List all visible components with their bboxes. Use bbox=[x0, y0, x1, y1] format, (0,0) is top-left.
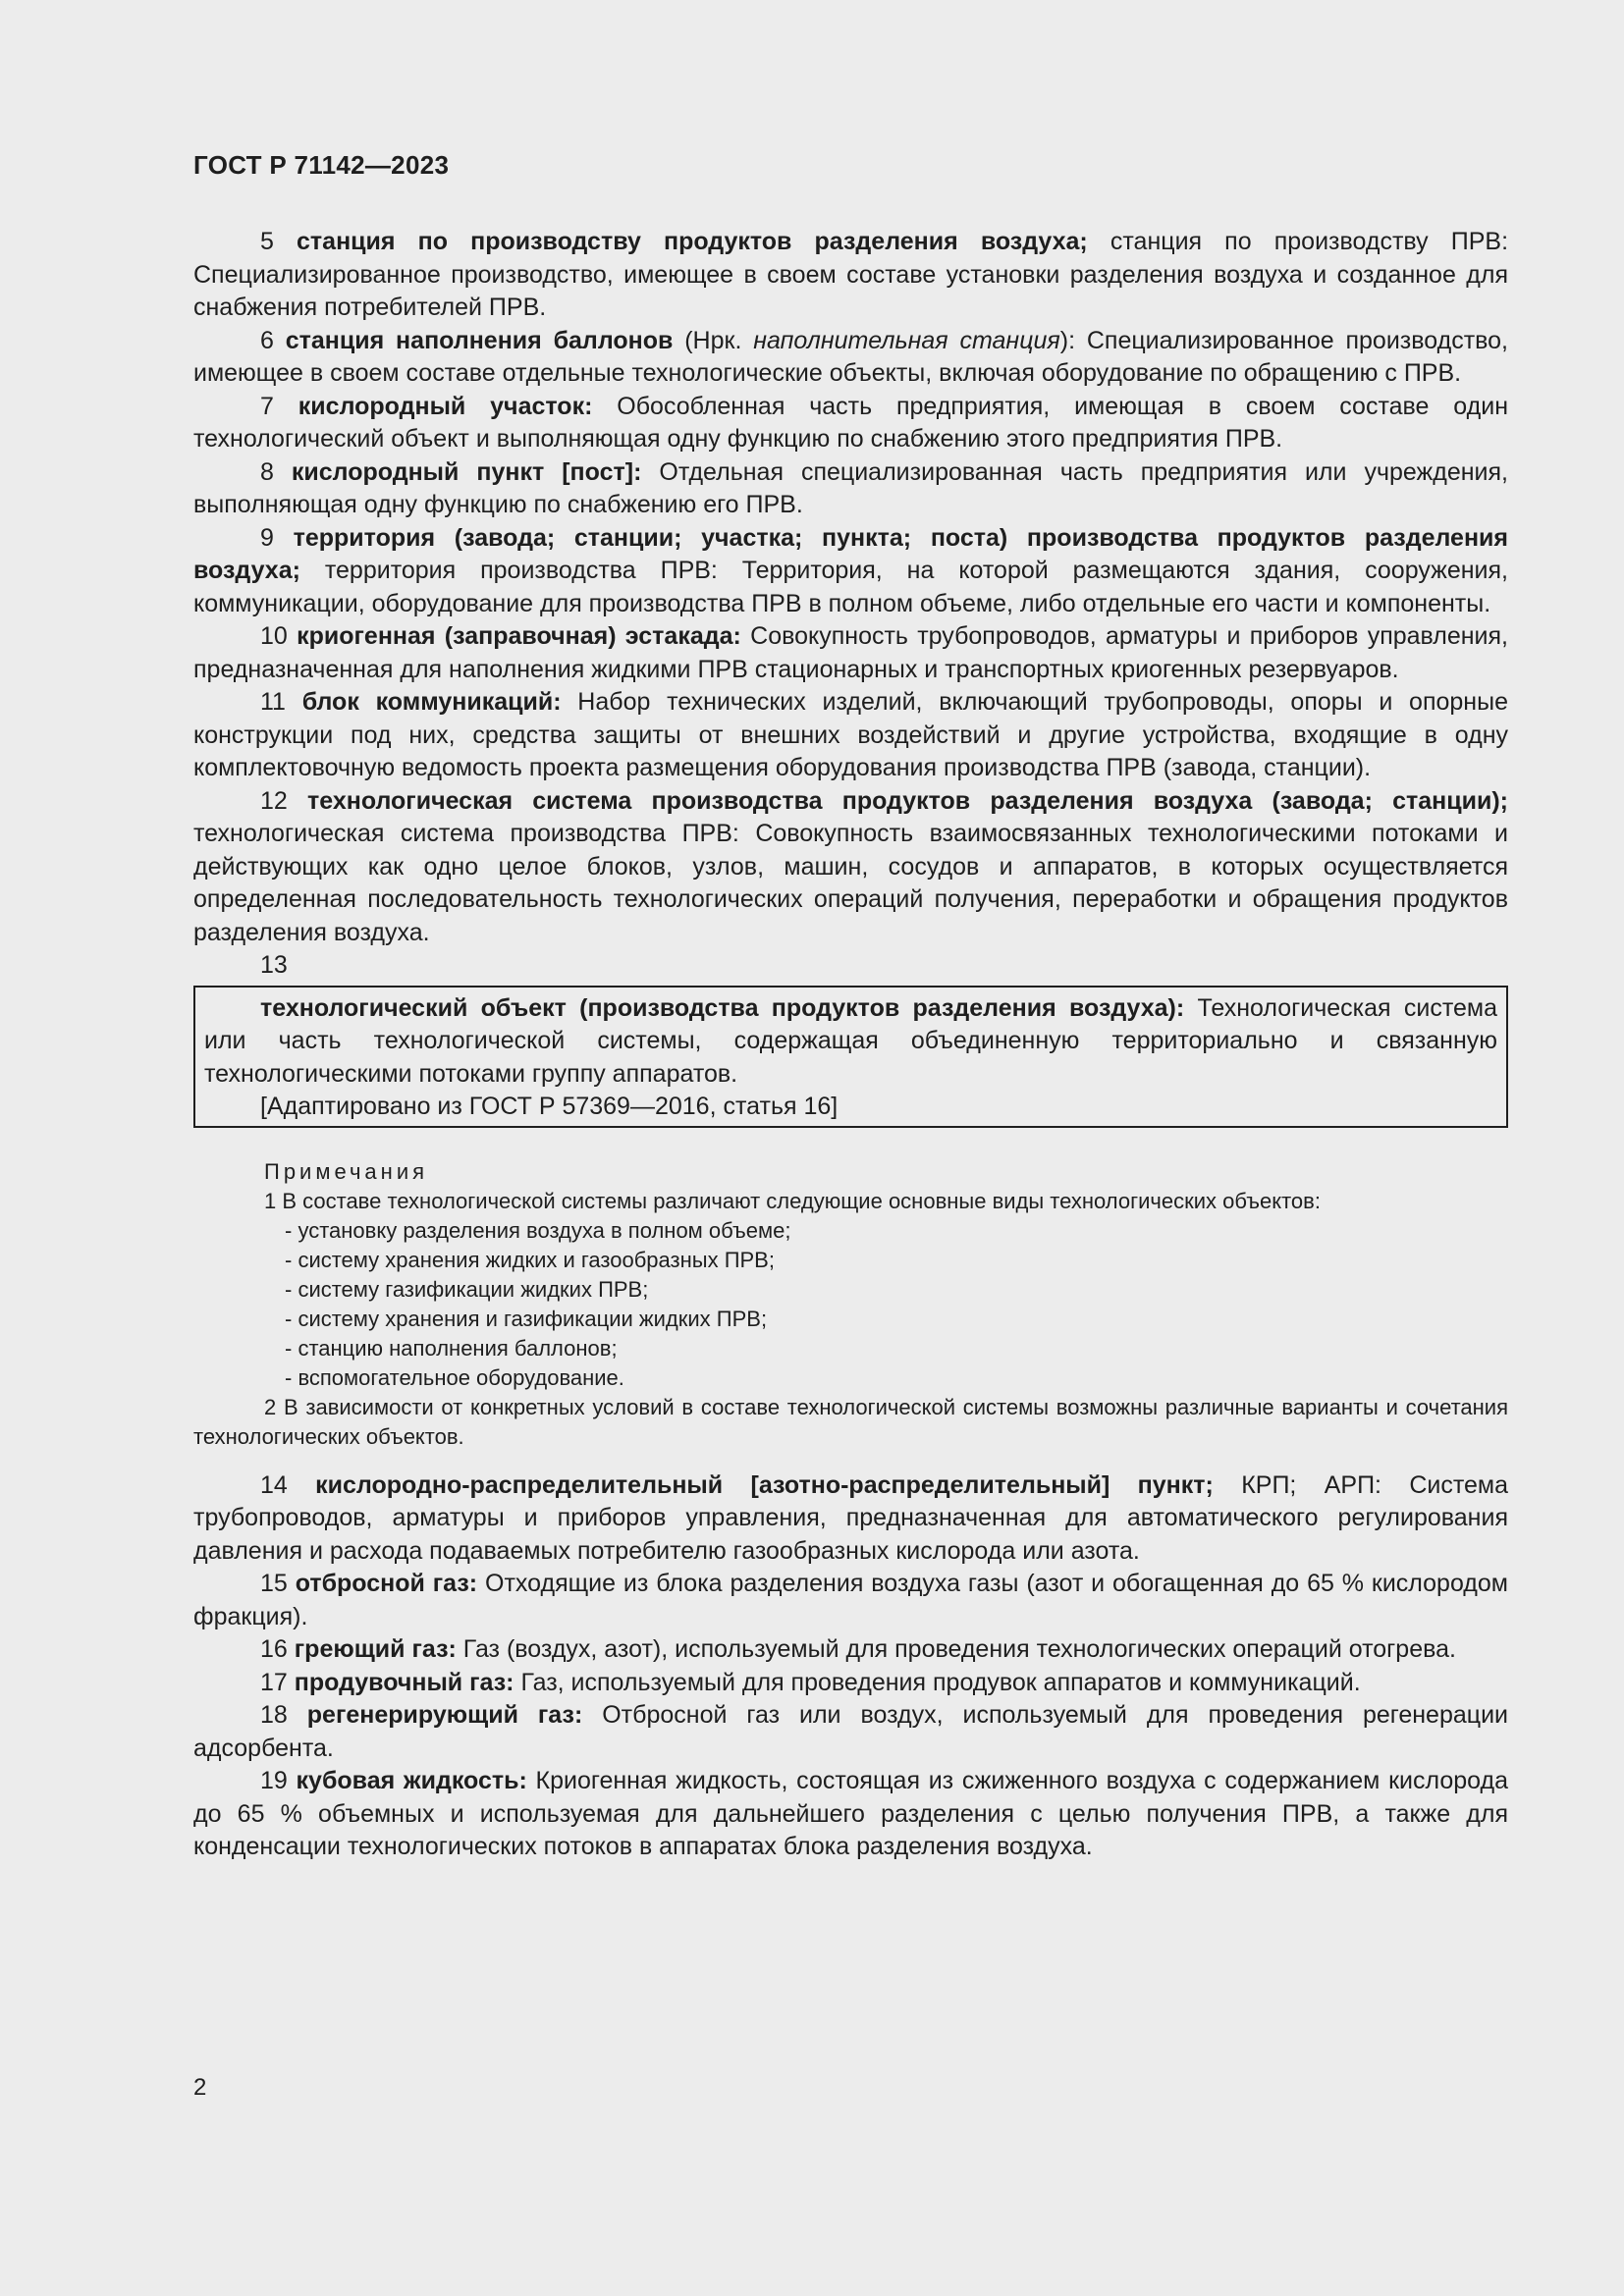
term-number-13: 13 bbox=[260, 951, 288, 979]
term-entry-7: 7 кислородный участок: Обособленная часть предприятия, имеющая в своем составе один технологический объект и выполняющая одну функцию по снабжению этого предприятия ПРВ. bbox=[193, 392, 1509, 453]
document-body bbox=[193, 226, 1508, 1864]
term-entry-18: 18 регенерирующий газ: Отбросной газ или воздух, используемый для проведения регенерации адсорбента. bbox=[193, 1701, 1509, 1762]
term-entry-10: 10 криогенная (заправочная) эстакада: Совокупность трубопроводов, арматуры и приборов управления, предназначенная для наполнения жидкими ПРВ стационарных и транспортных криогенных резервуаров. bbox=[193, 622, 1508, 683]
term-entry-14: 14 кислородно-распределительный [азотно-распределительный] пункт; КРП; АРП: Система трубопроводов, арматуры и приборов управления, предназначенная для автоматического регулирования давления и расхода подаваемых потребителю газообразных кислорода или азота. bbox=[193, 1470, 1509, 1565]
list-item: - вспомогательное оборудование. bbox=[285, 1364, 624, 1390]
term-entry-15: 15 отбросной газ: Отходящие из блока разделения воздуха газы (азот и обогащенная до 65 % кислородом фракция). bbox=[193, 1570, 1508, 1630]
term-entry-11: 11 блок коммуникаций: Набор технических изделий, включающий трубопроводы, опоры и опорные конструкции под них, средства защиты от внешних воздействий и другие устройства, входящие в одну комплектовочную ведомость проекта размещения оборудования производства ПРВ (завода, станции). bbox=[193, 688, 1508, 781]
term-entry-6: 6 станция наполнения баллонов (Нрк. наполнительная станция): Специализированное производство, имеющее в своем составе отдельные технологические объекты, включая оборудование по обращению с ПРВ. bbox=[193, 326, 1508, 387]
list-item: - систему хранения жидких и газообразных ПРВ; bbox=[285, 1247, 775, 1272]
term-entry-12: 12 технологическая система производства продуктов разделения воздуха (завода; станции); технологическая система производства ПРВ: Совокупность взаимосвязанных технологическими потоками и действующих как одно целое блоков, узлов, машин, сосудов и аппаратов, в которых осуществляется определенная последовательность технологических операций получения, переработки и обращения продуктов разделения воздуха. bbox=[193, 786, 1508, 946]
term-entry-9: 9 территория (завода; станции; участка; пункта; поста) производства продуктов разделения воздуха; территория производства ПРВ: Территория, на которой размещаются здания, сооружения, коммуникации, оборудование для производства ПРВ в полном объеме, либо отдельные его части и компоненты. bbox=[193, 523, 1509, 617]
term-13-source: [Адаптировано из ГОСТ Р 57369—2016, статья 16] bbox=[260, 1093, 839, 1120]
term-entry-19: 19 кубовая жидкость: Криогенная жидкость, состоящая из сжиженного воздуха с содержанием кислорода до 65 % объемных и используемая для дальнейшего разделения с целью получения ПРВ, а также для конденсации технологических потоков в аппаратах блока разделения воздуха. bbox=[193, 1767, 1508, 1860]
term-entry-5: 5 станция по производству продуктов разделения воздуха; станция по производству ПРВ: Специализированное производство, имеющее в своем составе установки разделения воздуха и созданное для снабжения потребителей ПРВ. bbox=[193, 228, 1509, 321]
term-entry-16: 16 греющий газ: Газ (воздух, азот), используемый для проведения технологических операций отогрева. bbox=[260, 1635, 1456, 1663]
list-item: - установку разделения воздуха в полном объеме; bbox=[285, 1217, 791, 1243]
term-entry-13: технологический объект (производства продуктов разделения воздуха): Технологическая система или часть технологической системы, содержащая объединенную территориально и связанную технологическими потоками группу аппаратов. bbox=[204, 993, 1497, 1088]
notes-section bbox=[193, 1157, 1508, 1452]
term-13-box bbox=[193, 986, 1508, 1128]
terms-continued bbox=[193, 1469, 1508, 1864]
note-1-list bbox=[193, 1216, 1508, 1393]
page-number: 2 bbox=[193, 2074, 207, 2101]
term-entry-8: 8 кислородный пункт [пост]: Отдельная специализированная часть предприятия или учреждения, выполняющая одну функцию по снабжению его ПРВ. bbox=[193, 457, 1508, 518]
term-entry-17: 17 продувочный газ: Газ, используемый для проведения продувок аппаратов и коммуникаций. bbox=[260, 1668, 1361, 1696]
note-2: 2 В зависимости от конкретных условий в составе технологической системы возможны различные варианты и сочетания технологических объектов. bbox=[193, 1394, 1508, 1449]
list-item: - систему хранения и газификации жидких ПРВ; bbox=[285, 1306, 768, 1331]
document-header: ГОСТ Р 71142—2023 bbox=[193, 150, 450, 180]
list-item: - станцию наполнения баллонов; bbox=[285, 1335, 618, 1361]
list-item: - систему газификации жидких ПРВ; bbox=[285, 1276, 649, 1302]
notes-title: Примечания bbox=[264, 1158, 429, 1184]
note-1: 1 В составе технологической системы различают следующие основные виды технологических объектов: bbox=[264, 1188, 1321, 1213]
